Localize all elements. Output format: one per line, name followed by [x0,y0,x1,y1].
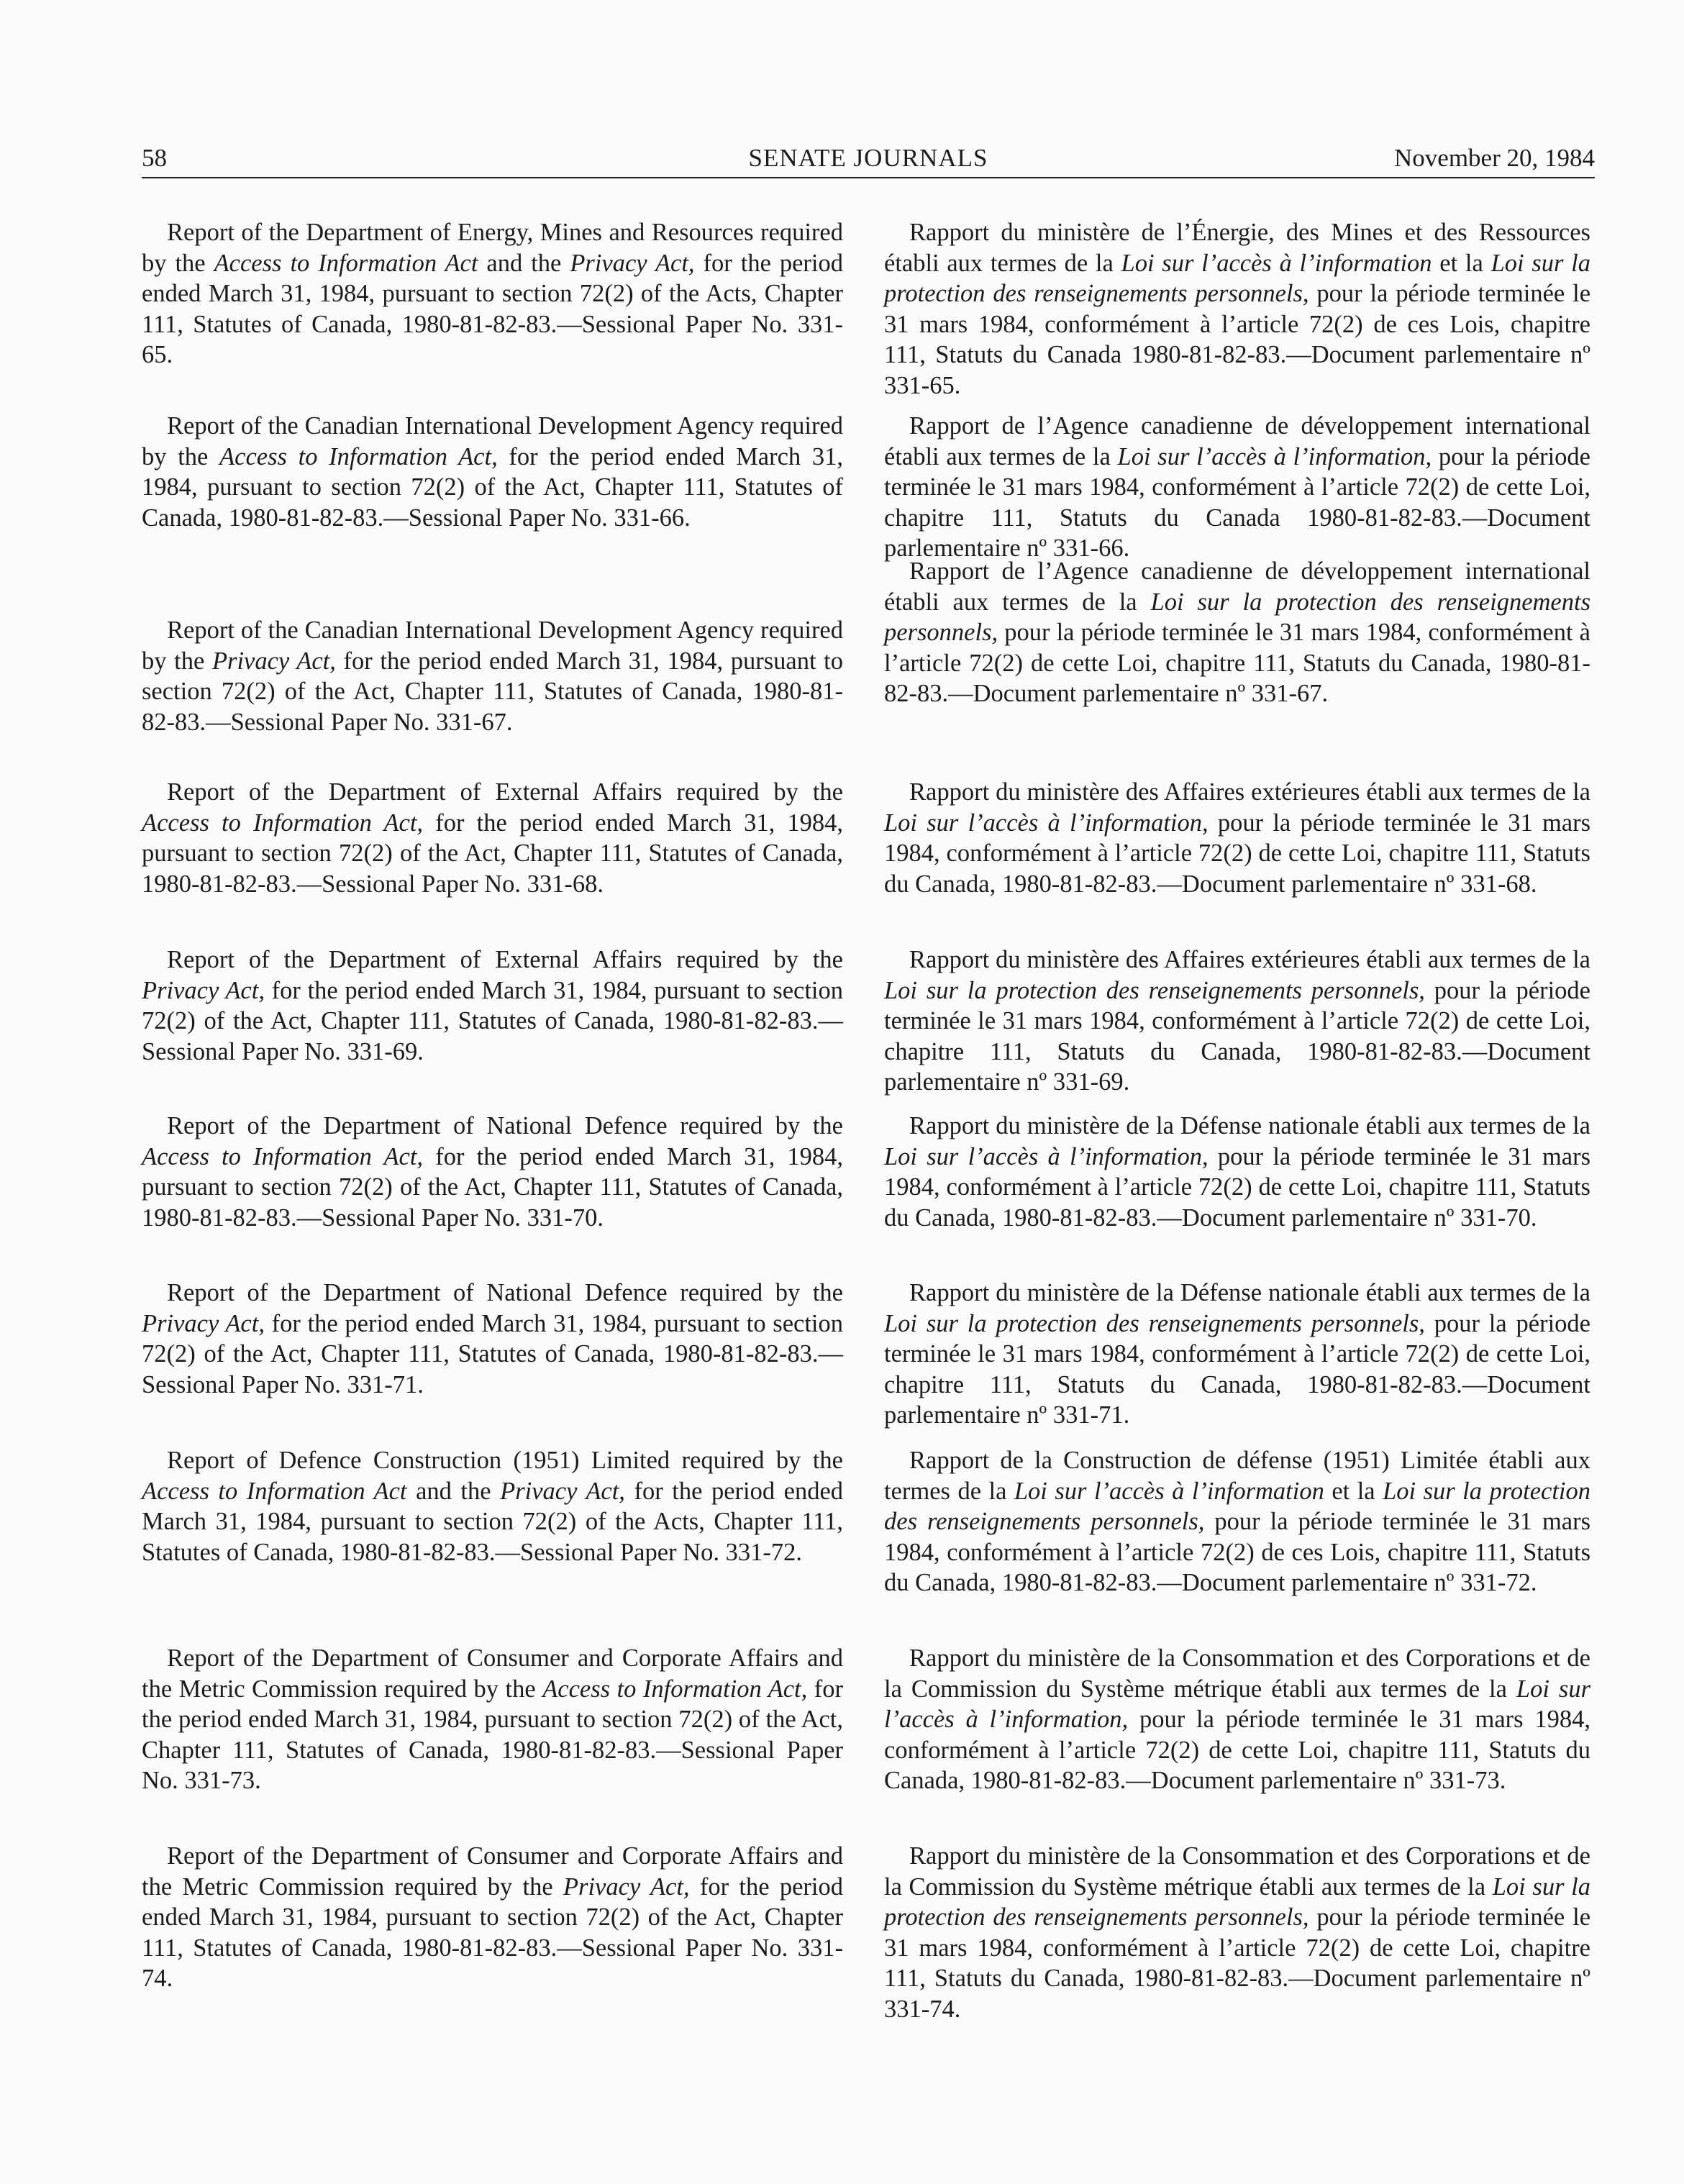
report-entry-en [142,615,843,737]
entry-text: Rapport du ministère de la Consommation et des Corporations et de la Commission du Système métrique établi aux termes de la [884,1842,1590,1901]
act-title-italic: Loi sur l’accès à l’information [1121,249,1432,277]
act-title-italic: Loi sur la protection des renseignements personnels, [884,1477,1590,1535]
act-title-italic: Loi sur l’accès à l’information [1014,1477,1324,1505]
report-entry-en [142,217,843,370]
act-title-italic: Loi sur l’accès à l’information, [884,1675,1590,1733]
entry-text: pour la période terminée le 31 mars 1984, conformément à l’article 72(2) de cette Loi, chapitre 111, Statuts du Canada, 1980-81-82-83.—Document parlementaire nº 331-74. [884,1903,1591,2023]
page-number: 58 [142,144,167,172]
entry-text: pour la période terminée le 31 mars 1984, conformément à l’article 72(2) de cette Loi, chapitre 111, Statuts du Canada, 1980-81-82-83.—Document parlementaire nº 331-68. [884,809,1591,898]
report-entry-fr [884,1643,1590,1796]
entry-text: Rapport du ministère de la Défense nationale établi aux termes de la [909,1112,1590,1139]
act-title-italic: Loi sur la protection des renseignements personnels, [884,1873,1590,1931]
entry-text: pour la période terminée le 31 mars 1984, conformément à l’article 72(2) de ces Lois, chapitre 111, Statuts du Canada 1980-81-82-83.—Document parlementaire nº 331-65. [884,280,1591,399]
report-entry-en [142,1278,843,1400]
act-title-italic: Access to Information Act, [142,1142,424,1170]
report-entry-en [142,1111,843,1233]
entry-text: Report of the Department of External Affairs required by the [167,946,843,973]
entry-text: Report of the Department of Consumer and Corporate Affairs and the Metric Commission required by the [142,1644,843,1703]
entry-text: Rapport de l’Agence canadienne de développement international établi aux termes de la [884,412,1590,470]
entry-text: Rapport de la Construction de défense (1951) Limitée établi aux termes de la [884,1447,1590,1505]
act-title-italic: Access to Information Act [214,249,478,277]
act-title-italic: Access to Information Act, [542,1675,808,1703]
entry-text: Rapport du ministère des Affaires extérieures établi aux termes de la [909,946,1590,973]
entry-text: pour la période terminée le 31 mars 1984, conformément à l’article 72(2) de cette Loi, chapitre 111, Statuts du Canada 1980-81-82-83.—Document parlementaire nº 331-66. [884,442,1590,562]
entry-text: pour la période terminée le 31 mars 1984, conformément à l’article 72(2) de ces Lois, chapitre 111, Statuts du Canada, 1980-81-82-83.—Document parlementaire nº 331-72. [884,1508,1591,1596]
journal-title: SENATE JOURNALS [748,144,988,172]
act-title-italic: Loi sur l’accès à l’information, [884,1142,1209,1170]
act-title-italic: Privacy Act, [142,1309,265,1337]
report-entry-en [142,1841,843,1994]
report-entry-en [142,777,843,899]
entry-text: for the period ended March 31, 1984, pursuant to section 72(2) of the Acts, Chapter 111, Statutes of Canada, 1980-81-82-83.—Sessional Paper No. 331-65. [142,249,844,368]
entry-text: Rapport de l’Agence canadienne de développement international établi aux termes de la [884,558,1590,616]
act-title-italic: Loi sur la protection des renseignements personnels, [884,1309,1425,1337]
entry-text: and the [478,249,570,277]
act-title-italic: Loi sur l’accès à l’information, [1117,442,1432,470]
report-entry-en [142,1643,843,1796]
entry-text: for the period ended March 31, 1984, pursuant to section 72(2) of the Act, Chapter 111, Statutes of Canada, 1980-81-82-83.—Sessional Paper No. 331-71. [142,1309,843,1398]
act-title-italic: Privacy Act, [500,1477,625,1505]
entry-text: et la [1324,1477,1383,1505]
act-title-italic: Loi sur la protection des renseignements personnels, [884,588,1590,646]
entry-text: and the [406,1477,501,1505]
act-title-italic: Privacy Act, [570,249,695,277]
journal-date: November 20, 1984 [1394,144,1595,172]
entry-text: Rapport du ministère des Affaires extérieures établi aux termes de la [909,778,1590,806]
report-entry-fr [884,1445,1590,1598]
act-title-italic: Privacy Act, [563,1873,690,1901]
entry-text: Report of the Department of Consumer and Corporate Affairs and the Metric Commission required by the [142,1842,843,1901]
report-entry-fr [884,945,1590,1098]
act-title-italic: Access to Information Act [142,1477,407,1505]
entry-text: Report of the Department of National Defence required by the [167,1112,843,1139]
report-entry-fr [884,1841,1590,2024]
entry-text: for the period ended March 31, 1984, pursuant to section 72(2) of the Act, Chapter 111, Statutes of Canada, 1980-81-82-83.—Sessional Paper No. 331-68. [142,809,843,898]
entry-text: for the period ended March 31, 1984, pursuant to section 72(2) of the Act, Chapter 111, Statutes of Canada, 1980-81-82-83.—Sessional Paper No. 331-70. [142,1142,843,1232]
entry-text: Report of Defence Construction (1951) Limited required by the [167,1447,843,1474]
entry-text: Report of the Department of Energy, Mines and Resources required by the [142,219,843,277]
entry-text: for the period ended March 31, 1984, pursuant to section 72(2) of the Act, Chapter 111, Statutes of Canada, 1980-81-82-83.—Sessional Paper No. 331-66. [142,442,843,532]
report-entry-en [142,411,843,533]
act-title-italic: Privacy Act, [211,647,336,675]
entry-text: Rapport du ministère de la Défense nationale établi aux termes de la [909,1279,1590,1306]
entry-text: for the period ended March 31, 1984, pursuant to section 72(2) of the Act, Chapter 111, Statutes of Canada, 1980-81-82-83.—Sessional Paper No. 331-69. [142,976,843,1065]
act-title-italic: Loi sur la protection des renseignements personnels, [884,976,1425,1004]
entry-text: Report of the Canadian International Development Agency required by the [142,412,843,470]
report-entry-en [142,945,843,1067]
entry-text: for the period ended March 31, 1984, pursuant to section 72(2) of the Act, Chapter 111, Statutes of Canada, 1980-81-82-83.—Sessional Paper No. 331-67. [142,647,844,736]
report-entry-fr [884,217,1590,401]
entry-text: pour la période terminée le 31 mars 1984, conformément à l’article 72(2) de cette Loi, chapitre 111, Statuts du Canada, 1980-81-82-83.—Document parlementaire nº 331-67. [884,619,1590,707]
entry-text: Rapport du ministère de la Consommation et des Corporations et de la Commission du Système métrique établi aux termes de la [884,1644,1590,1703]
entry-text: pour la période terminée le 31 mars 1984, conformément à l’article 72(2) de cette Loi, chapitre 111, Statuts du Canada, 1980-81-82-83.—Document parlementaire nº 331-73. [884,1706,1590,1794]
page-header [142,140,1595,176]
entry-text: for the period ended March 31, 1984, pursuant to section 72(2) of the Act, Chapter 111, Statutes of Canada, 1980-81-82-83.—Sessional Paper No. 331-74. [142,1873,843,1992]
report-entry-en [142,1445,843,1568]
act-title-italic: Access to Information Act, [142,809,424,837]
report-entry-fr [884,556,1590,709]
act-title-italic: Access to Information Act, [219,442,498,470]
entry-text: Report of the Department of National Defence required by the [167,1279,843,1306]
report-entry-fr [884,411,1590,564]
entry-text: et la [1432,249,1491,277]
entry-text: pour la période terminée le 31 mars 1984, conformément à l’article 72(2) de cette Loi, chapitre 111, Statuts du Canada, 1980-81-82-83.—Document parlementaire nº 331-71. [884,1309,1590,1429]
report-entry-fr [884,1278,1590,1431]
act-title-italic: Loi sur l’accès à l’information, [884,809,1209,837]
report-entry-fr [884,1111,1590,1233]
act-title-italic: Privacy Act, [142,976,265,1004]
entry-text: Rapport du ministère de l’Énergie, des Mines et des Ressources établi aux termes de la [884,219,1590,277]
entry-text: pour la période terminée le 31 mars 1984, conformément à l’article 72(2) de cette Loi, chapitre 111, Statuts du Canada, 1980-81-82-83.—Document parlementaire nº 331-70. [884,1142,1591,1232]
header-rule [142,177,1595,178]
act-title-italic: Loi sur la protection des renseignements personnels, [884,249,1590,307]
entry-text: Report of the Canadian International Development Agency required by the [142,616,843,675]
entry-text: for the period ended March 31, 1984, pursuant to section 72(2) of the Act, Chapter 111, Statutes of Canada, 1980-81-82-83.—Sessional Paper No. 331-73. [142,1675,844,1794]
report-entry-fr [884,777,1590,899]
entry-text: pour la période terminée le 31 mars 1984, conformément à l’article 72(2) de cette Loi, chapitre 111, Statuts du Canada, 1980-81-82-83.—Document parlementaire nº 331-69. [884,976,1590,1096]
entry-text: Report of the Department of External Affairs required by the [167,778,843,806]
entry-text: for the period ended March 31, 1984, pursuant to section 72(2) of the Acts, Chapter 111, Statutes of Canada, 1980-81-82-83.—Sessional Paper No. 331-72. [142,1477,844,1566]
